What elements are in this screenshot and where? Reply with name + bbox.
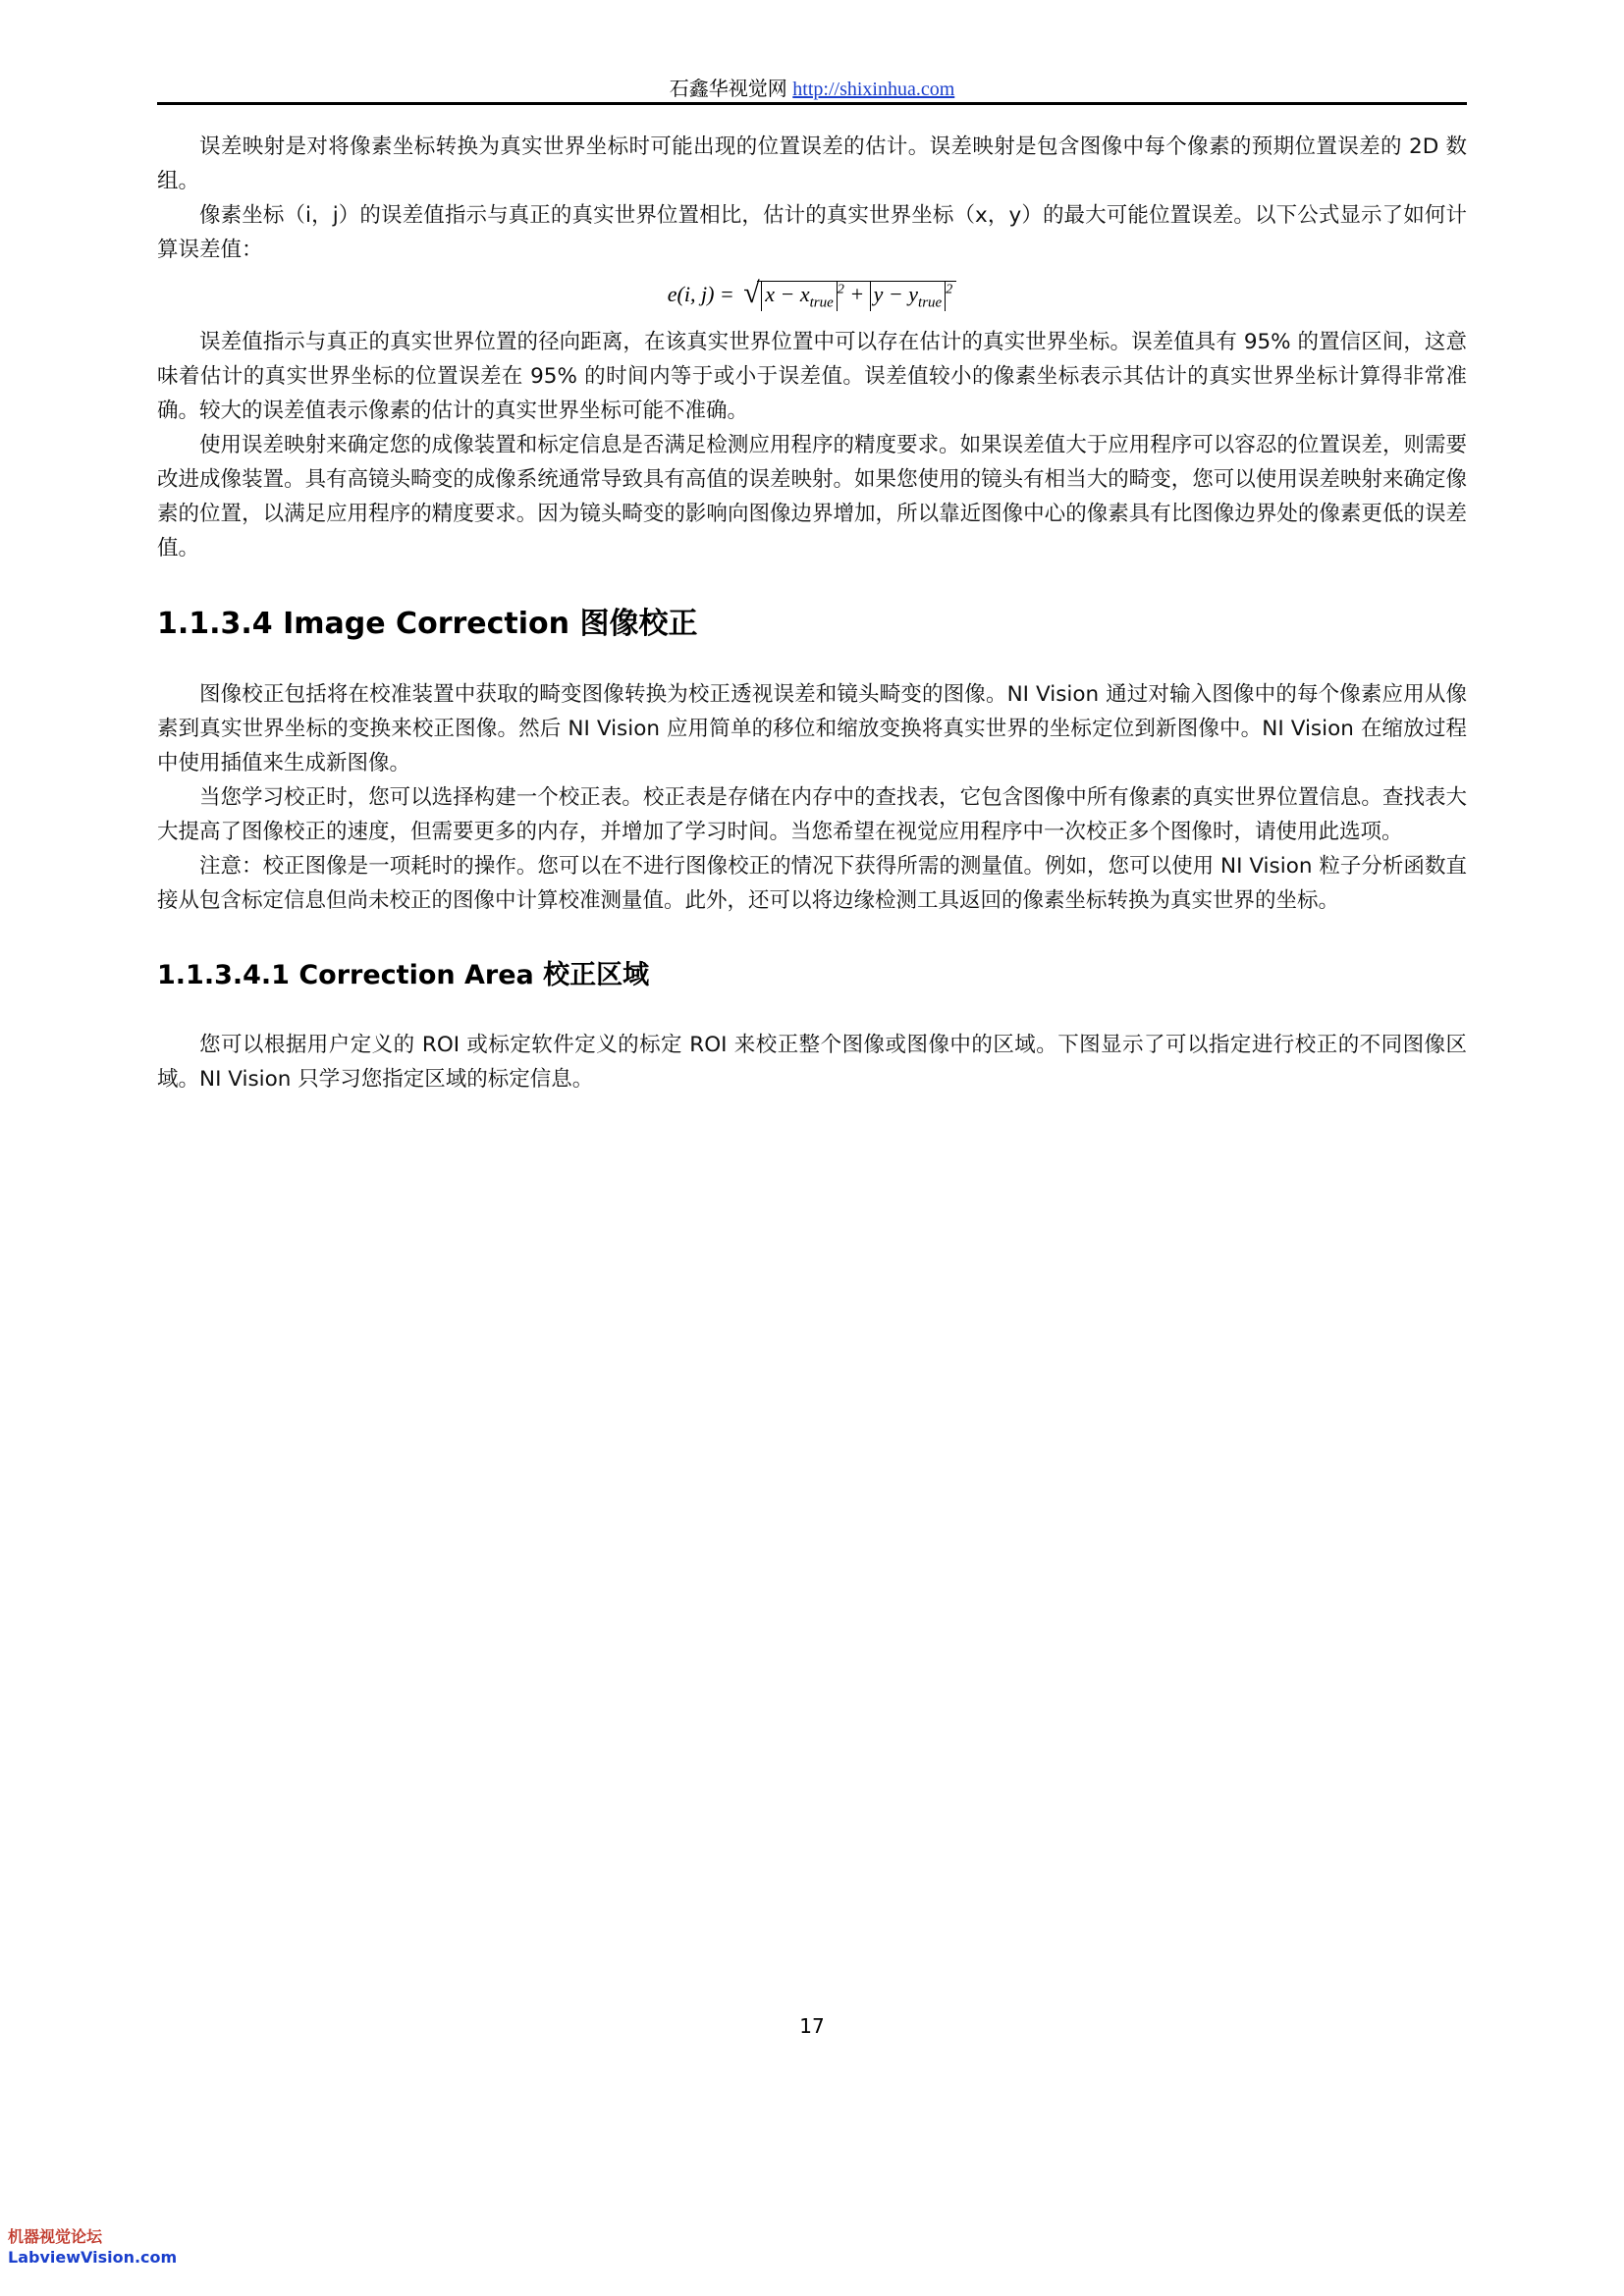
paragraph-correction-area-body: 您可以根据用户定义的 ROI 或标定软件定义的标定 ROI 来校正整个图像或图像中的区域。下图显示了可以指定进行校正的不同图像区域。NI Vision 只学习您指定区域的标定信息。 [157, 1033, 1467, 1093]
paragraph-pixel-coordinate: 像素坐标（i，j）的误差值指示与真正的真实世界位置相比，估计的真实世界坐标（x，y）的最大可能位置误差。以下公式显示了如何计算误差值： [157, 203, 1467, 262]
formula-radicand [757, 281, 956, 311]
paragraph-correction-table: 当您学习校正时，您可以选择构建一个校正表。校正表是存储在内存中的查找表，它包含图像中所有像素的真实世界位置信息。查找表大大提高了图像校正的速度，但需要更多的内存，并增加了学习时间。当您希望在视觉应用程序中一次校正多个图像时，请使用此选项。 [157, 785, 1467, 845]
page-header [157, 77, 1467, 101]
formula-term-1-power: 2 [837, 282, 844, 297]
paragraph-image-correction-intro: 图像校正包括将在校准装置中获取的畸变图像转换为校正透视误差和镜头畸变的图像。NI Vision 通过对输入图像中的每个像素应用从像素到真实世界坐标的变换来校正图像。然后 NI Vision 应用简单的移位和缩放变换将真实世界的坐标定位到新图像中。NI Vision 在缩放过程中使用插值来生成新图像。 [157, 682, 1467, 776]
formula-term-1: $x - x_{true}$ [761, 282, 838, 311]
paragraph-error-map-usage: 使用误差映射来确定您的成像装置和标定信息是否满足检测应用程序的精度要求。如果误差值大于应用程序可以容忍的位置误差，则需要改进成像装置。具有高镜头畸变的成像系统通常导致具有高值的误差映射。如果您使用的镜头有相当大的畸变，您可以使用误差映射来确定像素的位置，以满足应用程序的精度要求。因为镜头畸变的影响向图像边界增加，所以靠近图像中心的像素具有比图像边界处的像素更低的误差值。 [157, 433, 1467, 561]
formula-error-value [157, 281, 1467, 311]
formula-radical [743, 281, 956, 311]
header-site-url[interactable]: http://shixinhua.com [792, 79, 955, 100]
paragraph-error-map-intro: 误差映射是对将像素坐标转换为真实世界坐标时可能出现的位置误差的估计。误差映射是包含图像中每个像素的预期位置误差的 2D 数组。 [157, 134, 1467, 193]
formula-plus: + [849, 282, 865, 306]
formula-expression [668, 281, 956, 311]
paragraph-error-value-meaning: 误差值指示与真正的真实世界位置的径向距离，在该真实世界位置中可以存在估计的真实世界坐标。误差值具有 95% 的置信区间，这意味着估计的真实世界坐标的位置误差在 95% 的时间内等于或小于误差值。误差值较小的像素坐标表示其估计的真实世界坐标计算得非常准确。较大的误差值表示像素的估计的真实世界坐标可能不准确。 [157, 330, 1467, 424]
formula-term-2: $y - y_{true}$ [870, 282, 947, 311]
header-site-name: 石鑫华视觉网 [669, 77, 787, 100]
header-divider [157, 102, 1467, 105]
heading-image-correction: 1.1.3.4 Image Correction 图像校正 [157, 607, 698, 642]
formula-term-2-power: 2 [946, 282, 953, 297]
paragraph-correction-note: 注意：校正图像是一项耗时的操作。您可以在不进行图像校正的情况下获得所需的测量值。例如，您可以使用 NI Vision 粒子分析函数直接从包含标定信息但尚未校正的图像中计算校准测量值。此外，还可以将边缘检测工具返回的像素坐标转换为真实世界的坐标。 [157, 854, 1467, 914]
document-content [157, 130, 1467, 1096]
page-number: 17 [799, 2014, 825, 2038]
footer-watermark-line1: 机器视觉论坛 [8, 2227, 103, 2246]
footer-watermark-line2: LabviewVision.com [8, 2248, 178, 2267]
footer-watermark [8, 2226, 177, 2268]
formula-lhs: e(i, j) = [667, 282, 734, 306]
heading-correction-area: 1.1.3.4.1 Correction Area 校正区域 [157, 960, 650, 991]
